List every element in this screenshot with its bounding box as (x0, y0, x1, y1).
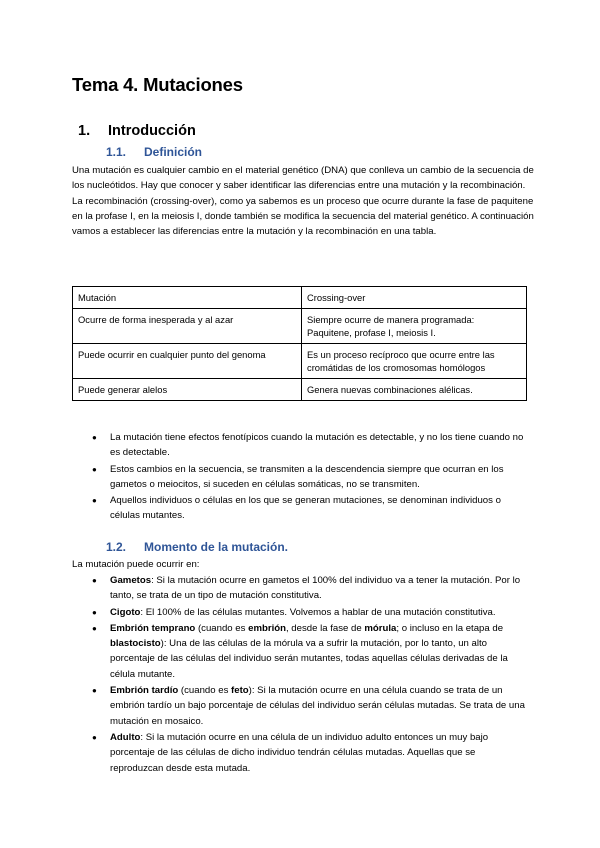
list-item: ● Aquellos individuos o células en los que se generan mutaciones, se denominan individuos o células mutantes. (92, 495, 501, 522)
table-row (73, 344, 527, 379)
table-header-cell: Mutación (73, 287, 302, 309)
definition-paragraph-1: Una mutación es cualquier cambio en el material genético (DNA) que conlleva un cambio de la secuencia de los nucleótidos. Hay que conocer y saber identificar las diferencias entre una mutación y la recombinación. (72, 165, 534, 192)
list-item-cigoto: ● Cigoto: El 100% de las células mutantes. Volvemos a hablar de una mutación constitutiva. (90, 605, 530, 620)
table-row (73, 309, 527, 344)
section-heading-introduccion (78, 123, 196, 139)
table-cell: Ocurre de forma inesperada y al azar (73, 309, 302, 344)
page-title: Tema 4. Mutaciones (72, 74, 243, 95)
bullet-icon: ● (92, 464, 97, 474)
subsection-number: 1.2. (106, 540, 127, 554)
table-header-cell: Crossing-over (302, 287, 527, 309)
subsection-heading-definicion (106, 145, 202, 159)
subsection-number: 1.1. (106, 145, 127, 159)
table-row (73, 379, 527, 401)
list-item-embrion-temprano: ● Embrión temprano (cuando es embrión, desde la fase de mórula; o incluso en la etapa de blastocisto): Una de las células de la mórula va a sufrir la mutación, por lo tanto, un alto porcentaje de las células del individuo serán mutantes, todas aquellas células derivadas de la célula mutante. (92, 622, 508, 680)
comparison-table (72, 286, 527, 401)
list-item-adulto: ● Adulto: Si la mutación ocurre en una célula de un individuo adulto entonces un muy bajo porcentaje de las células de dicho individuo tendrán células mutadas. Aquellas que se reproduzcan desde esta mutada. (92, 731, 489, 774)
section-label: Introducción (108, 123, 196, 139)
bullet-icon: ● (92, 607, 97, 617)
moment-intro: La mutación puede ocurrir en: (72, 559, 200, 570)
table-cell: Puede ocurrir en cualquier punto del genoma (73, 344, 302, 379)
subsection-heading-momento (106, 540, 288, 554)
table-cell: Es un proceso recíproco que ocurre entre las cromátidas de los cromosomas homólogos (302, 344, 527, 379)
list-item: ● Estos cambios en la secuencia, se transmiten a la descendencia siempre que ocurran en los gametos o meiocitos, si suceden en células somáticas, no se transmiten. (92, 463, 504, 490)
definition-text (72, 163, 534, 239)
bullet-icon: ● (92, 496, 97, 506)
section-number: 1. (78, 123, 91, 139)
bullet-icon: ● (92, 686, 97, 696)
mutation-bullet-list (90, 430, 527, 524)
subsection-label: Momento de la mutación. (144, 540, 289, 554)
moment-bullet-list (90, 573, 530, 776)
table-header-row (73, 287, 527, 309)
list-item-embrion-tardio: ● Embrión tardío (cuando es feto): Si la mutación ocurre en una célula cuando se trata de un embrión tardío un bajo porcentaje de células del individuo serán células mutadas. Se trata de una mutación en mosaico. (92, 685, 525, 727)
table-cell: Genera nuevas combinaciones alélicas. (302, 379, 527, 401)
table-cell: Puede generar alelos (73, 379, 302, 401)
list-item: ● La mutación tiene efectos fenotípicos cuando la mutación es detectable, y no los tiene cuando no es detectable. (92, 432, 524, 459)
bullet-icon: ● (92, 623, 97, 633)
bullet-icon: ● (92, 576, 97, 585)
bullet-icon: ● (92, 433, 97, 442)
definition-paragraph-2: La recombinación (crossing-over), como ya sabemos es un proceso que ocurre durante la fase de paquitene en la profase I, en la meiosis I, donde también se modifica la secuencia del material genético. A continuación vamos a establecer las diferencias entre la mutación y la recombinación en una tabla. (72, 195, 534, 238)
subsection-label: Definición (144, 145, 203, 159)
table-cell: Siempre ocurre de manera programada: Paquitene, profase I, meiosis I. (302, 309, 527, 344)
bullet-icon: ● (92, 732, 97, 742)
list-item-gametos: ● Gametos: Si la mutación ocurre en gametos el 100% del individuo va a tener la mutación. Por lo tanto, se trata de un tipo de mutación constitutiva. (92, 575, 521, 602)
